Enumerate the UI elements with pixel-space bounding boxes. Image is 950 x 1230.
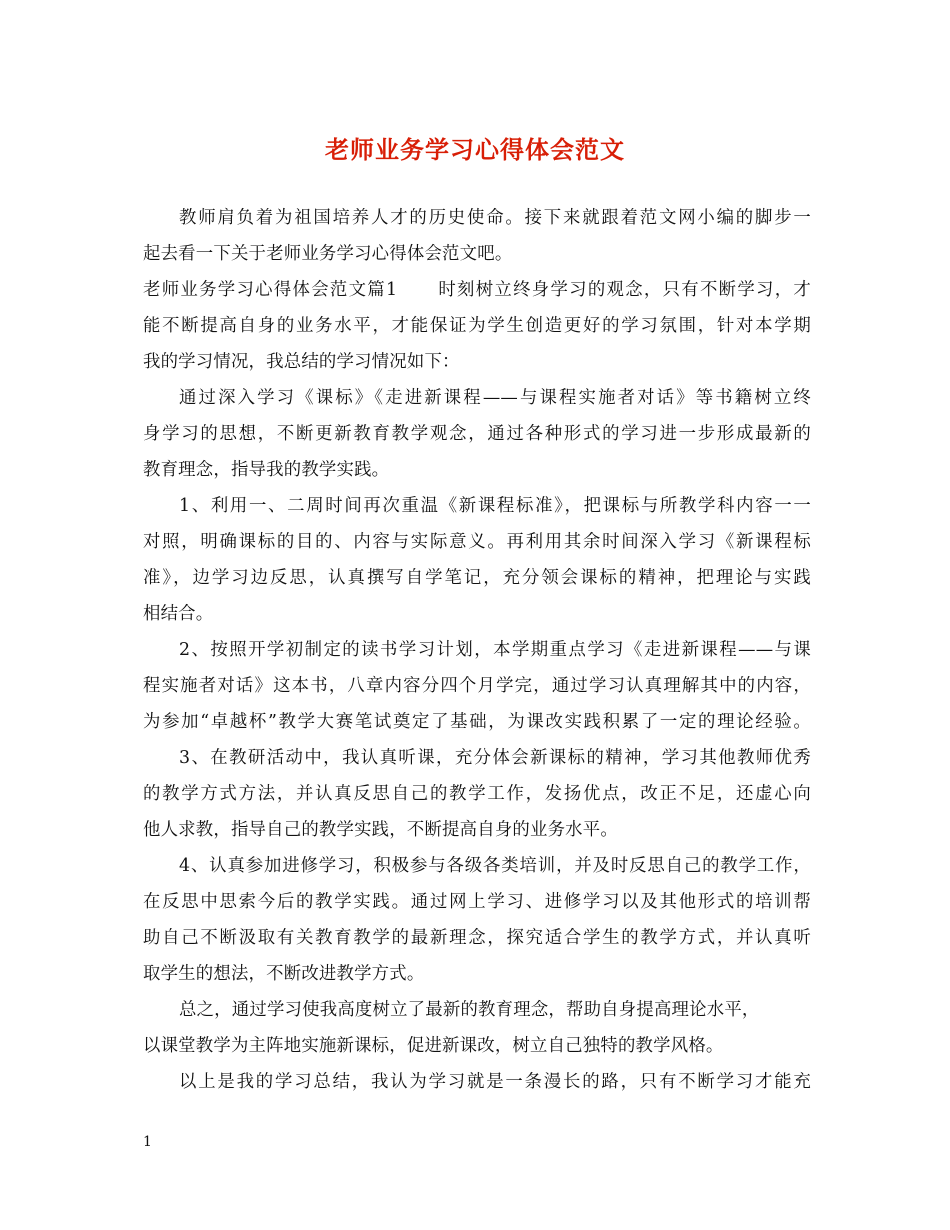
line-text: 身学习的思想，不断更新教育教学观念，通过各种形式的学习进一步形成最新的 <box>143 424 811 444</box>
line-text: 他人求教，指导自己的教学实践，不断提高自身的业务水平。 <box>143 820 618 840</box>
line-text: 的教学方式方法，并认真反思自己的教学工作，发扬优点，改正不足，还虚心向 <box>143 784 811 804</box>
line-text: 在反思中思索今后的教学实践。通过网上学习、进修学习以及其他形式的培训帮 <box>143 892 811 912</box>
line-text: 准》，边学习边反思，认真撰写自学笔记，充分领会课标的精神，把理论与实践 <box>143 568 811 588</box>
text-line <box>143 1028 811 1064</box>
line-text: 取学生的想法，不断改进教学方式。 <box>143 964 425 984</box>
text-line <box>143 344 811 380</box>
page-number: 1 <box>143 1134 152 1150</box>
document-body <box>143 200 811 1100</box>
line-text: 对照，明确课标的目的、内容与实际意义。再利用其余时间深入学习《新课程标 <box>143 532 811 552</box>
line-text: 3、在教研活动中，我认真听课，充分体会新课标的精神，学习其他教师优秀 <box>179 748 811 768</box>
text-line <box>143 416 811 452</box>
text-line <box>143 524 811 560</box>
text-line <box>143 884 811 920</box>
line-text: 相结合。 <box>143 604 214 624</box>
text-line <box>143 992 811 1028</box>
line-text: 总之，通过学习使我高度树立了最新的教育理念，帮助自身提高理论水平， <box>179 1000 760 1020</box>
text-line <box>143 812 811 848</box>
text-line <box>143 848 811 884</box>
text-line <box>143 632 811 668</box>
line-text: 通过深入学习《课标》《走进新课程——与课程实施者对话》等书籍树立终 <box>179 388 811 408</box>
line-text: 4、认真参加进修学习，积极参与各级各类培训，并及时反思自己的教学工作， <box>179 856 811 876</box>
text-line <box>143 236 811 272</box>
text-line <box>143 560 811 596</box>
text-line <box>143 668 811 704</box>
text-line <box>143 740 811 776</box>
line-text: 我的学习情况，我总结的学习情况如下： <box>143 352 460 372</box>
document-title: 老师业务学习心得体会范文 <box>325 135 625 164</box>
text-line <box>143 1064 811 1100</box>
text-line <box>143 704 811 740</box>
line-text: 1、利用一、二周时间再次重温《新课程标准》，把课标与所教学科内容一一 <box>179 496 811 516</box>
text-line <box>143 920 811 956</box>
text-line <box>143 380 811 416</box>
line-text: 起去看一下关于老师业务学习心得体会范文吧。 <box>143 244 513 264</box>
text-line <box>143 308 811 344</box>
line-text: 2、按照开学初制定的读书学习计划，本学期重点学习《走进新课程——与课 <box>179 640 811 660</box>
line-text: 以课堂教学为主阵地实施新课标，促进新课改，树立自己独特的教学风格。 <box>143 1036 724 1056</box>
line-text: 教育理念，指导我的教学实践。 <box>143 460 390 480</box>
line-text: 能不断提高自身的业务水平，才能保证为学生创造更好的学习氛围，针对本学期 <box>143 316 811 336</box>
text-line <box>143 200 811 236</box>
text-line <box>143 956 811 992</box>
text-line <box>143 776 811 812</box>
text-line <box>143 452 811 488</box>
line-text: 为参加“卓越杯”教学大赛笔试奠定了基础，为课改实践积累了一定的理论经验。 <box>143 712 811 732</box>
line-text: 时刻树立终身学习的观念，只有不断学习，才 <box>437 280 811 300</box>
text-line <box>143 488 811 524</box>
line-text: 教师肩负着为祖国培养人才的历史使命。接下来就跟着范文网小编的脚步一 <box>179 208 811 228</box>
line-text: 以上是我的学习总结，我认为学习就是一条漫长的路，只有不断学习才能充 <box>179 1072 811 1092</box>
text-line <box>143 272 811 308</box>
line-text: 程实施者对话》这本书，八章内容分四个月学完，通过学习认真理解其中的内容， <box>143 676 811 696</box>
text-line <box>143 596 811 632</box>
line-text: 助自己不断汲取有关教育教学的最新理念，探究适合学生的教学方式，并认真听 <box>143 928 811 948</box>
section-heading: 老师业务学习心得体会范文篇1 <box>143 280 398 300</box>
